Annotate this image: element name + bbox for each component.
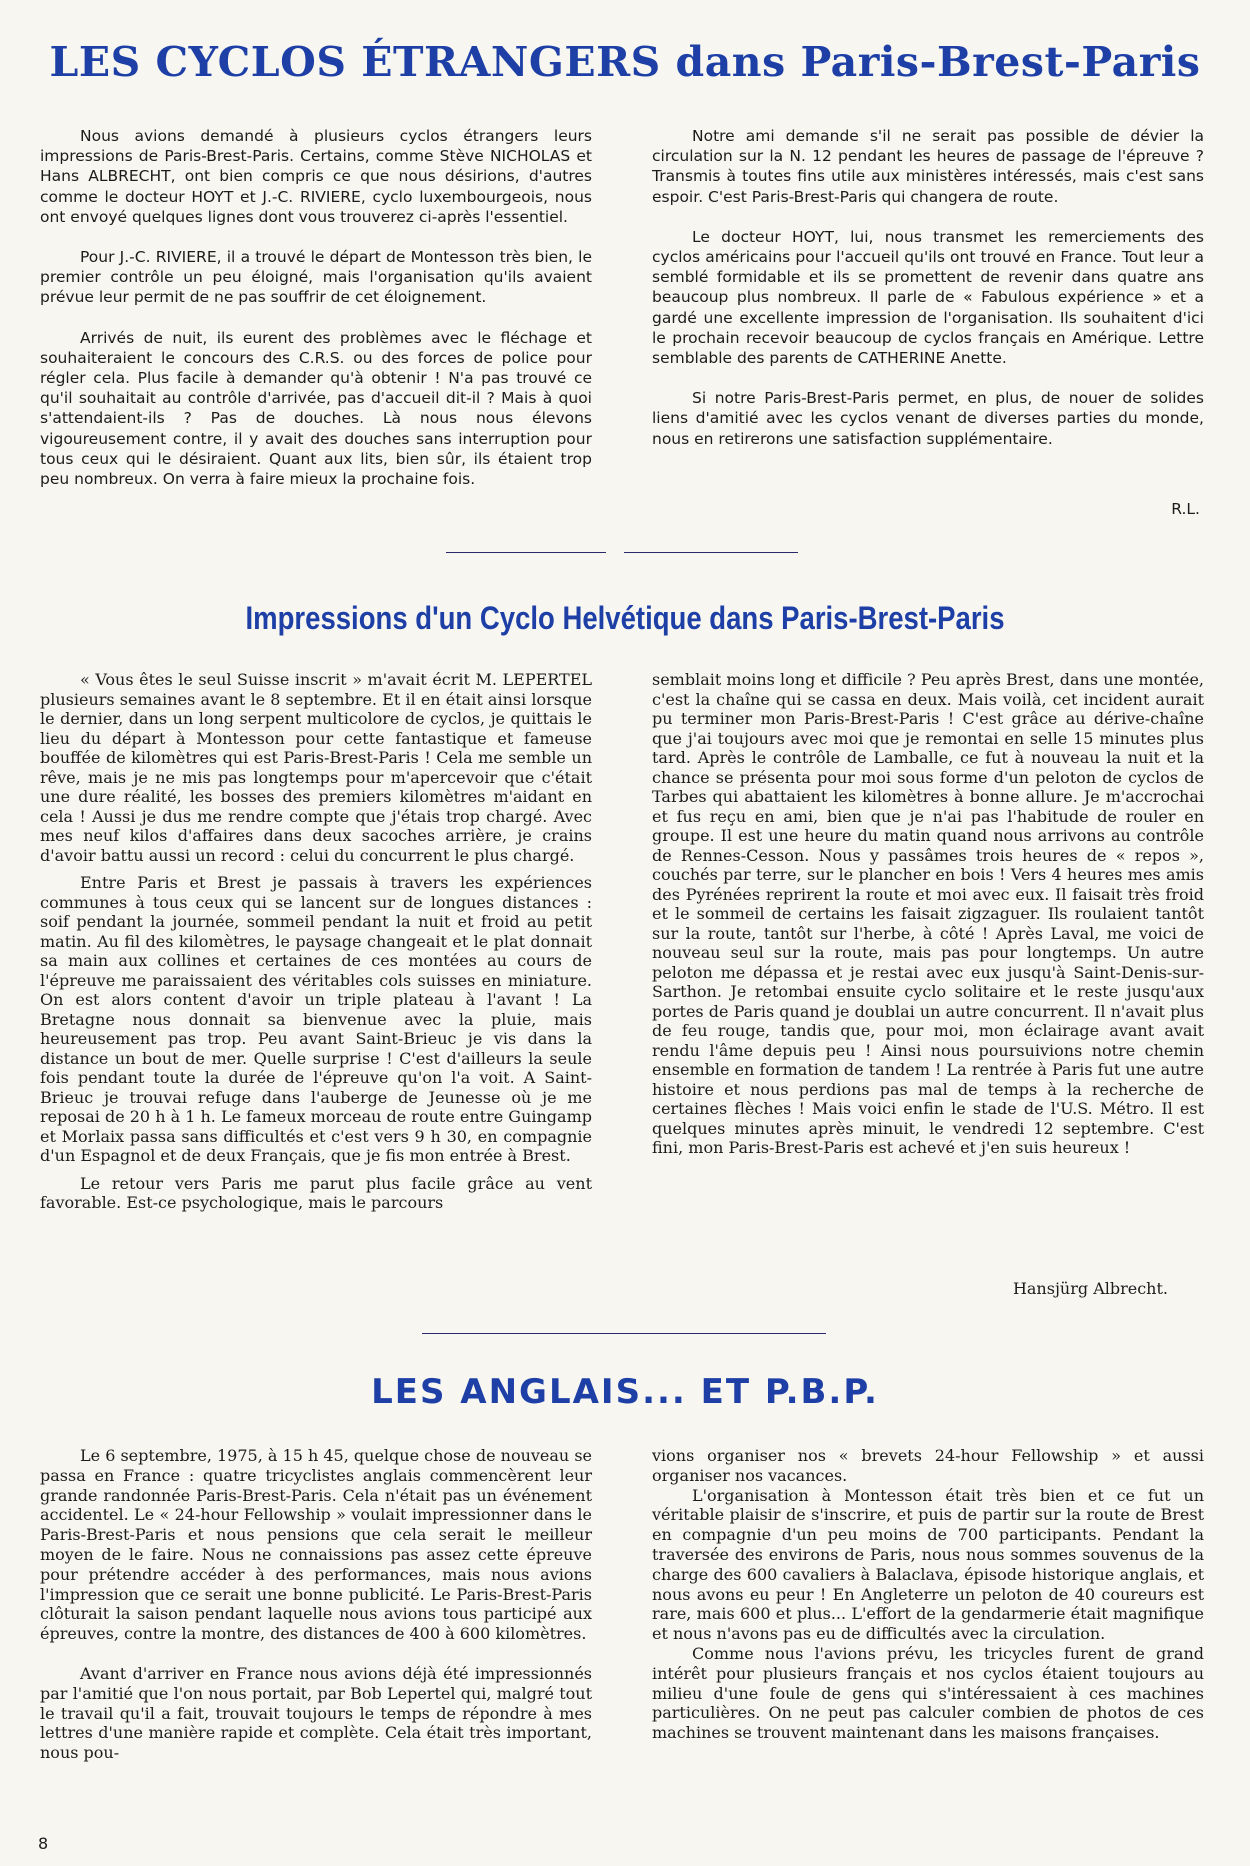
paragraph: Avant d'arriver en France nous avions déjà été impressionnés par l'amitié que l'on nous portait, par Bob Lepertel qui, malgré tout le travail qu'il a fait, trouvait toujours le temps de répondre à mes lettres d'une manière rapide et complète. Cela était très important, nous pou- [40,1663,592,1763]
divider [446,552,606,553]
section2-title: Impressions d'un Cyclo Helvétique dans Paris-Brest-Paris [245,600,1005,636]
section1-signature: R.L. [1171,500,1200,518]
paragraph: Arrivés de nuit, ils eurent des problèmes avec le fléchage et souhaiteraient le concours des C.R.S. ou des forces de police pour régler cela. Plus facile à demander qu'à obtenir ! N'a pas trouvé ce qu'il souhaitait au contrôle d'arrivée, pas d'accueil dit-il ? Mais à quoi s'attendaient-ils ? Pas de douches. Là nous nous élevons vigoureusement contre, il y avait des douches sans interruption pour tous ceux qui le désiraient. Quant aux lits, bien sûr, ils étaient trop peu nombreux. On verra à faire mieux la prochaine fois. [40,328,592,489]
divider [624,552,798,553]
paragraph: Pour J.-C. RIVIERE, il a trouvé le départ de Montesson très bien, le premier contrôle un peu éloigné, mais l'organisation qu'ils avaient prévue leur permit de ne pas souffrir de cet éloignement. [40,248,592,307]
section1-right-column [652,126,1204,469]
paragraph: semblait moins long et difficile ? Peu après Brest, dans une montée, c'est la chaîne qui se cassa en deux. Mais voilà, cet incident aurait pu terminer mon Paris-Brest-Paris ! C'est grâce au dérive-chaîne que j'ai toujours avec moi que je remontai en selle 15 minutes plus tard. Après le contrôle de Lamballe, ce fut à nouveau la nuit et la chance se présenta pour moi sous forme d'un peloton de cyclos de Tarbes qui abattaient les kilomètres à bonne allure. Je m'accrochai et fus reçu en ami, bien que je n'ai pas l'habitude de rouler en groupe. Il est une heure du matin quand nous arrivons au contrôle de Rennes-Cesson. Nous y passâmes trois heures de « repos », couchés par terre, sur le plancher en bois ! Vers 4 heures mes amis des Pyrénées reprirent la route et moi avec eux. Il faisait très froid et le sommeil de certains les faisait zigzaguer. Ils roulaient tantôt sur la route, tantôt sur l'herbe, à côté ! Après Laval, me voici de nouveau seul sur la route, mais pas pour longtemps. Un autre peloton me dépassa et je restai avec eux jusqu'à Saint-Denis-sur-Sarthon. Je retombai ensuite cyclo solitaire et le reste jusqu'aux portes de Paris quand je doublai un autre concurrent. Il n'avait plus de feu rouge, tandis que, pour moi, mon éclairage avant avait rendu l'âme depuis peu ! Ainsi nous poursuivions notre chemin ensemble en formation de tandem ! La rentrée à Paris fut une autre histoire et nous perdions pas mal de temps à la recherche de certaines flèches ! Mais voici enfin le stade de l'U.S. Métro. Il est quelques minutes après minuit, le vendredi 12 septembre. C'est fini, mon Paris-Brest-Paris est achevé et j'en suis heureux ! [652,670,1204,1157]
paragraph: Le docteur HOYT, lui, nous transmet les remerciements des cyclos américains pour l'accueil qu'ils ont trouvé en France. Tout leur a semblé formidable et ils se promettent de revenir dans quatre ans beaucoup plus nombreux. Il parle de « Fabulous expérience » et a gardé une excellente impression de l'organisation. Ils souhaitent d'ici le prochain recevoir beaucoup de cyclos français en Amérique. Lettre semblable des parents de CATHERINE Anette. [652,227,1204,368]
section2-left-column [40,670,592,1221]
divider [422,1333,826,1334]
section3-left-column [40,1446,592,1783]
paragraph: Le 6 septembre, 1975, à 15 h 45, quelque chose de nouveau se passa en France : quatre tricyclistes anglais commencèrent leur grande randonnée Paris-Brest-Paris. Cela n'était pas un événement accidentel. Le « 24-hour Fellowship » voulait impressionner dans le Paris-Brest-Paris et nous pensions que cela serait le meilleur moyen de le faire. Nous ne connaissions pas assez cette épreuve pour prétendre accéder à des performances, mais nous avions l'impression que ce serait une bonne publicité. Le Paris-Brest-Paris clôturait la saison pendant laquelle nous avions tous participé aux épreuves, contre la montre, des distances de 400 à 600 kilomètres. [40,1446,592,1644]
paragraph: vions organiser nos « brevets 24-hour Fellowship » et aussi organiser nos vacances. [652,1446,1204,1485]
paragraph: Comme nous l'avions prévu, les tricycles furent de grand intérêt pour plusieurs français et nos cyclos étaient toujours au milieu d'une foule de gens qui s'intéressaient à ces machines particulières. On ne peut pas calculer combien de photos de ces machines se trouvent maintenant dans les maisons françaises. [652,1643,1204,1743]
section1-left-column [40,126,592,509]
section1-title: LES CYCLOS ÉTRANGERS dans Paris-Brest-Paris [49,38,1201,86]
page-number: 8 [38,1834,49,1853]
paragraph: « Vous êtes le seul Suisse inscrit » m'avait écrit M. LEPERTEL plusieurs semaines avant le 8 septembre. Et il en était ainsi lorsque le dernier, dans un long serpent multicolore de cyclos, je quittais le lieu du départ à Montesson pour cette fantastique et fameuse bouffée de kilomètres qui est Paris-Brest-Paris ! Cela me semble un rêve, mais je ne mis pas longtemps pour m'apercevoir que c'était une dure réalité, les bosses des premiers kilomètres m'aidant en cela ! Aussi je dus me rendre compte que j'étais trop chargé. Avec mes neuf kilos d'affaires dans deux sacoches arrière, je crains d'avoir battu aussi un record : celui du concurrent le plus chargé. [40,670,592,865]
section3-right-column [652,1446,1204,1743]
paragraph: Le retour vers Paris me parut plus facile grâce au vent favorable. Est-ce psychologique, mais le parcours [40,1173,592,1212]
paragraph: Notre ami demande s'il ne serait pas possible de dévier la circulation sur la N. 12 pendant les heures de passage de l'épreuve ? Transmis à toutes fins utile aux ministères intéressés, mais c'est sans espoir. C'est Paris-Brest-Paris qui changera de route. [652,127,1204,206]
paragraph: Si notre Paris-Brest-Paris permet, en plus, de nouer de solides liens d'amitié avec les cyclos venant de diverses parties du monde, nous en retirerons une satisfaction supplémentaire. [652,389,1204,448]
paragraph: Nous avions demandé à plusieurs cyclos étrangers leurs impressions de Paris-Brest-Paris. Certains, comme Stève NICHOLAS et Hans ALBRECHT, ont bien compris ce que nous désirions, d'autres comme le docteur HOYT et J.-C. RIVIERE, cyclo luxembourgeois, nous ont envoyé quelques lignes dont vous trouverez ci-après l'essentiel. [40,127,592,226]
paragraph: L'organisation à Montesson était très bien et ce fut un véritable plaisir de s'inscrire, et puis de partir sur la route de Brest en compagnie d'un peu moins de 700 participants. Pendant la traversée des environs de Paris, nous nous sommes souvenus de la charge des 600 cavaliers à Balaclava, épisode historique anglais, et nous avons eu peur ! En Angleterre un peloton de 40 coureurs est rare, mais 600 et plus... L'effort de la gendarmerie était magnifique et nous n'avons pas eu de difficultés avec la circulation. [652,1485,1204,1644]
section3-title: LES ANGLAIS... ET P.B.P. [371,1372,879,1412]
paragraph: Entre Paris et Brest je passais à travers les expériences communes à tous ceux qui se lancent sur de longues distances : soif pendant la journée, sommeil pendant la nuit et froid au petit matin. Au fil des kilomètres, le paysage changeait et le plat donnait sa main aux collines et certaines de ces montées au cours de l'épreuve me paraissaient des véritables cols suisses en miniature. On est alors content d'avoir un triple plateau à l'avant ! La Bretagne nous donnait sa bienvenue avec la pluie, mais heureusement pas trop. Peu avant Saint-Brieuc je vis dans la distance un bout de mer. Quelle surprise ! C'est d'ailleurs la seule fois pendant toute la durée de l'épreuve qu'on l'a voit. A Saint-Brieuc je trouvai refuge dans l'auberge de Jeunesse où je me reposai de 20 h à 1 h. Le fameux morceau de route entre Guingamp et Morlaix passa sans difficultés et c'est vers 9 h 30, en compagnie d'un Espagnol et de deux Français, que je fis mon entrée à Brest. [40,873,592,1165]
section2-right-column [652,670,1204,1166]
section2-signature: Hansjürg Albrecht. [1012,1279,1168,1298]
